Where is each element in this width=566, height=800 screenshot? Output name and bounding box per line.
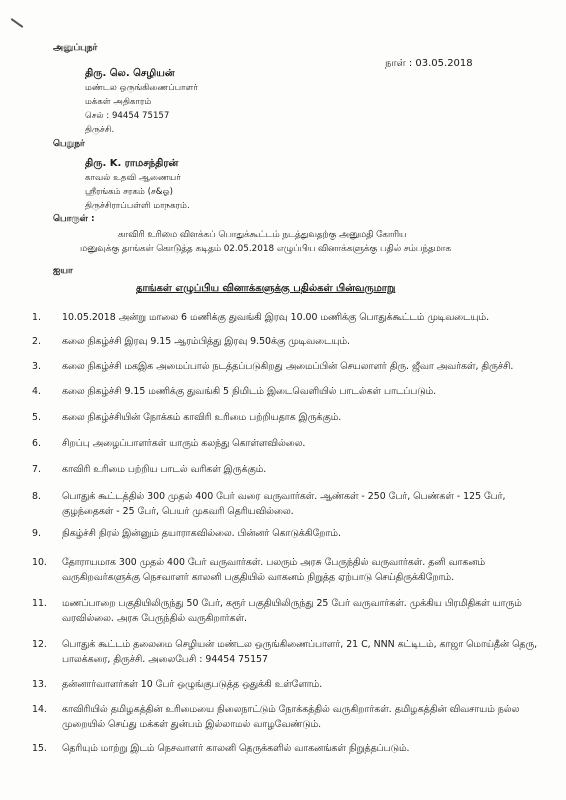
item-number: 2.: [32, 336, 41, 347]
item-text: கலை நிகழ்ச்சியின் நோக்கம் காவிரி உரிமை பற்றியதாக இருக்கும்.: [62, 412, 342, 423]
item-number: 6.: [32, 438, 41, 449]
item-text: காவிரியில் தமிழகத்தின் உரிமையை நிலைநாட்டும் நோக்கத்தில் வருகிறார்கள். தமிழகத்தின் விவசாயம் நல்ல முறையில் செய்து மக்கள் துன்பம் இல்லாமல் வாழவேண்டும்.: [62, 704, 520, 730]
item-number: 12.: [32, 639, 47, 650]
item-text: சிறப்பு அழைப்பாளர்கள் யாரும் கலந்து கொள்ளவில்லை.: [62, 438, 306, 449]
recipient-label: பெறுநர்: [53, 139, 85, 149]
sender-line: மண்டல ஒருங்கிணைப்பாளர்: [85, 83, 198, 93]
recipient-line: திருச்சிராப்பள்ளி மாநகரம்.: [85, 201, 190, 211]
item-number: 5.: [32, 412, 41, 423]
item-number: 9.: [32, 528, 41, 539]
item-text: கலை நிகழ்ச்சி 9.15 மணிக்கு துவங்கி 5 நிமிடம் இடைவெளியில் பாடல்கள் பாடப்படும்.: [62, 386, 437, 397]
item-text: காவிரி உரிமை பற்றிய பாடல் வரிகள் இருக்கும்.: [62, 464, 267, 475]
item-text: மணப்பாறை பகுதியிலிருந்து 50 பேர், கரூர் பகுதியிலிருந்து 25 பேர் வருவார்கள். முக்கிய பிரமிதிகள் யாரும் வரவில்லை. அரசு பேருந்தில் வருகிறார்கள்.: [62, 598, 522, 624]
letter-date: நாள் : 03.05.2018: [385, 58, 473, 69]
item-text: 10.05.2018 அன்று மாலை 6 மணிக்கு துவங்கி இரவு 10.00 மணிக்கு பொதுக்கூட்டம் முடிவடையும்.: [62, 312, 490, 323]
item-text: கலை நிகழ்ச்சி இரவு 9.15 ஆரம்பித்து இரவு 9.50க்கு முடிவடையும்.: [62, 336, 351, 347]
item-number: 1.: [32, 312, 41, 323]
item-number: 4.: [32, 386, 41, 397]
salutation: ஐயா: [53, 266, 73, 276]
item-number: 11.: [32, 598, 47, 609]
item-text: தெரியும் மாற்று இடம் நெசவாளர் காலனி தெருக்களில் வாகனங்கள் நிறுத்தப்படும்.: [62, 743, 410, 754]
item-number: 8.: [32, 491, 41, 502]
sender-phone: செல் : 94454 75157: [85, 111, 170, 121]
pen-mark: [11, 18, 24, 28]
subject-line: காவிரி உரிமை விளக்கப் பொதுக்கூட்டம் நடத்துவதற்கு அனுமதி கோரிய: [118, 230, 407, 240]
item-number: 10.: [32, 557, 47, 568]
recipient-line: காவல் உதவி ஆணையர்: [85, 173, 181, 183]
sender-line: மக்கள் அதிகாரம்: [85, 97, 152, 107]
item-text: பொதுக் கூட்டம் தலைமை செழியன் மண்டல ஒருங்கிணைப்பாளர், 21 C, NNN கட்டிடம், காஜா மொய்தீன் தெரு, பாலக்கரை, திருச்சி. அலைபேசி : 94454 75157: [62, 639, 538, 665]
item-text: பொதுக் கூட்டத்தில் 300 முதல் 400 பேர் வரை வருவார்கள். ஆண்கள் - 250 பேர், பெண்கள் - 125 பேர், குழந்தைகள் - 25 பேர், பெயர் முகவரி தெரியவில்லை.: [62, 491, 506, 517]
item-text: கலை நிகழ்ச்சி மகஇக அமைப்பால் நடத்தப்படுகிறது அமைப்பின் செயலாளர் திரு. ஜீவா அவர்கள், திருச்சி.: [62, 361, 514, 372]
item-number: 3.: [32, 361, 41, 372]
sender-name: திரு. லெ. செழியன்: [85, 68, 175, 79]
item-text: தோராயமாக 300 முதல் 400 பேர் வருவார்கள். பலரும் அரசு பேருந்தில் வருவார்கள். தனி வாகனம் வருகிறவர்களுக்கு நெசவாளர் காலனி பகுதியில் வாகனம் நிறுத்த ஏற்பாடு செய்திருக்கிறோம்.: [62, 557, 485, 583]
sender-label: அனுப்புநர்: [53, 43, 98, 53]
item-number: 14.: [32, 704, 47, 715]
item-number: 15.: [32, 743, 47, 754]
subject-line: மனுவுக்கு தாங்கள் கொடுத்த கடிதம் 02.05.2018 எழுப்பிய வினாக்களுக்கு பதில் சம்பந்தமாக: [80, 244, 451, 254]
item-number: 7.: [32, 464, 41, 475]
recipient-line: ஸ்ரீரங்கம் சரகம் (ச&ஓ): [85, 187, 174, 197]
section-heading: தாங்கள் எழுப்பிய வினாக்களுக்கு பதில்கள் பின்வருமாறு: [136, 283, 396, 294]
sender-line: திருச்சி.: [85, 125, 115, 135]
item-text: தன்னார்வாளர்கள் 10 பேர் ஒழுங்குபடுத்த ஒதுக்கி உள்ளோம்.: [62, 679, 323, 690]
subject-label: பொருள் :: [53, 214, 95, 224]
item-number: 13.: [32, 679, 47, 690]
item-text: நிகழ்ச்சி நிரல் இன்னும் தயாராகவில்லை. பின்னர் கொடுக்கிறோம்.: [62, 528, 341, 539]
recipient-name: திரு. K. ராமசந்திரன்: [85, 158, 179, 169]
